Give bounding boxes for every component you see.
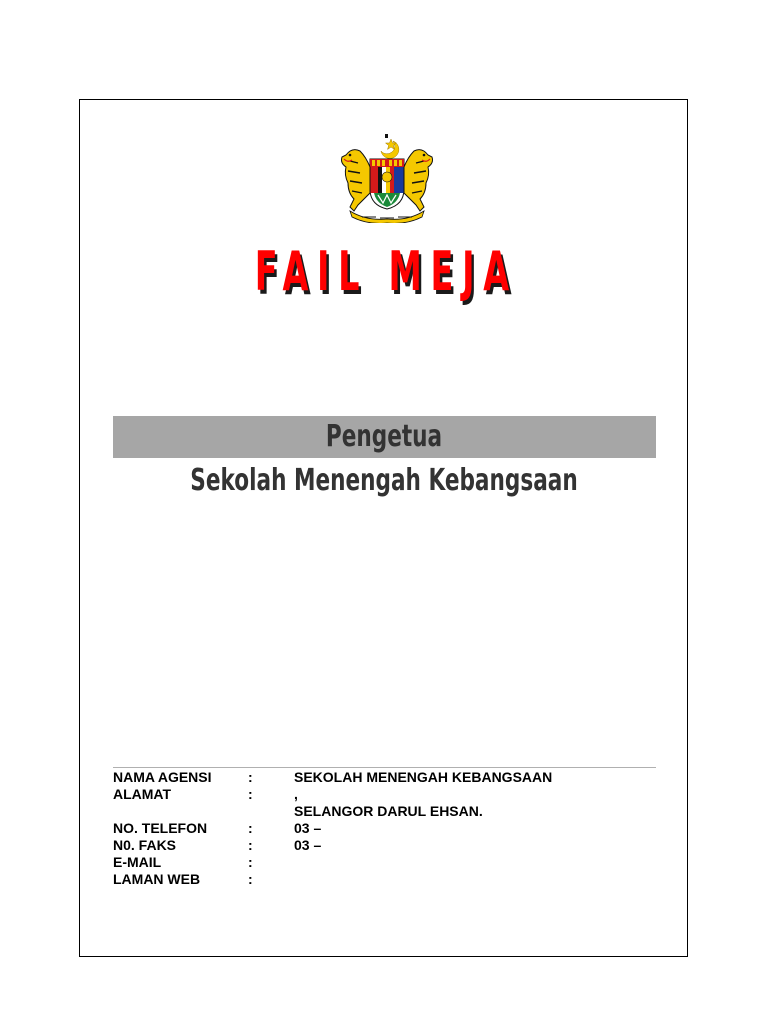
info-row-website	[113, 871, 656, 888]
info-label: E-MAIL	[113, 854, 162, 870]
school-name: Sekolah Menengah Kebangsaan	[190, 463, 578, 498]
info-row-address	[113, 786, 656, 803]
info-separator: :	[248, 820, 253, 836]
info-row-agency-name	[113, 769, 656, 786]
info-separator: :	[248, 871, 253, 887]
info-label: N0. FAKS	[113, 837, 177, 853]
info-value: SELANGOR DARUL EHSAN.	[294, 803, 483, 819]
info-row-phone	[113, 820, 656, 837]
agency-info-table	[113, 769, 656, 888]
role-title: Pengetua	[325, 419, 443, 454]
malaysia-coat-of-arms-icon	[336, 133, 438, 223]
info-label: NO. TELEFON	[113, 820, 208, 836]
info-value: SEKOLAH MENENGAH KEBANGSAAN	[294, 769, 553, 785]
info-separator: :	[248, 837, 253, 853]
info-label: ALAMAT	[113, 786, 172, 802]
info-separator: :	[248, 854, 253, 870]
document-title: FAIL MEJA	[254, 240, 518, 303]
info-label: LAMAN WEB	[113, 871, 201, 887]
info-label: NAMA AGENSI	[113, 769, 212, 785]
info-divider	[113, 767, 656, 768]
info-value: 03 –	[294, 837, 322, 853]
info-separator: :	[248, 769, 253, 785]
info-row-address-line-2	[113, 803, 656, 820]
info-separator: :	[248, 786, 253, 802]
info-value: 03 –	[294, 820, 322, 836]
info-value: ,	[294, 786, 298, 802]
info-row-email	[113, 854, 656, 871]
info-row-fax	[113, 837, 656, 854]
